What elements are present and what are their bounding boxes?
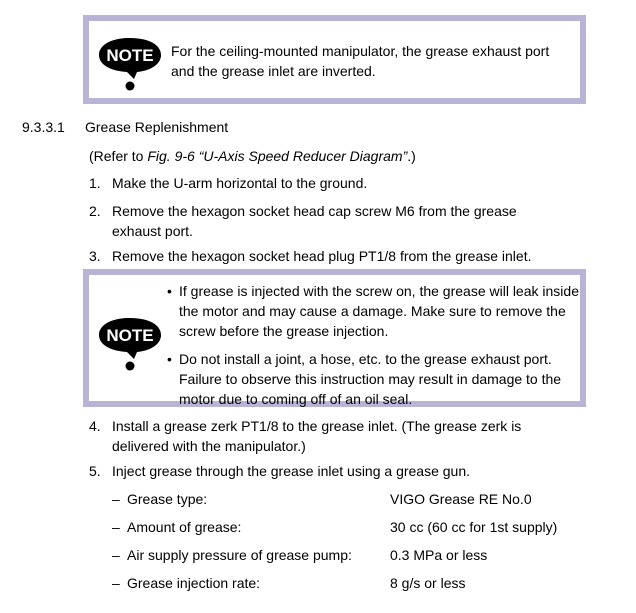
step-text: Make the U-arm horizontal to the ground. <box>112 175 368 191</box>
reference-prefix: (Refer to <box>89 148 148 164</box>
step-text: Remove the hexagon socket head plug PT1/8 from the grease inlet. <box>112 248 532 264</box>
bullet-icon: • <box>167 283 172 299</box>
spec-label: Grease type: <box>127 491 208 507</box>
reference-title: “U-Axis Speed Reducer Diagram” <box>194 148 408 164</box>
note-icon <box>97 315 163 371</box>
spec-dash: – <box>112 575 120 591</box>
spec-value: 0.3 MPa or less <box>390 547 488 563</box>
step-number: 4. <box>89 418 101 434</box>
note-icon <box>97 35 163 91</box>
spec-label: Air supply pressure of grease pump: <box>127 547 352 563</box>
step-number: 5. <box>89 463 101 479</box>
reference-fig: Fig. 9-6 <box>147 148 195 164</box>
note-box-grease-caution <box>83 269 586 407</box>
spec-dash: – <box>112 547 120 563</box>
spec-label: Grease injection rate: <box>127 575 261 591</box>
bullet-icon: • <box>167 351 172 367</box>
note-bullet <box>167 349 582 409</box>
spec-dash: – <box>112 491 120 507</box>
section-title: Grease Replenishment <box>85 119 229 135</box>
step-text: Remove the hexagon socket head cap screw M6 from the grease exhaust port. <box>112 203 517 239</box>
step-number: 3. <box>89 248 101 264</box>
step-text: Inject grease through the grease inlet using a grease gun. <box>112 463 471 479</box>
spec-label: Amount of grease: <box>127 519 242 535</box>
reference-suffix: .) <box>407 148 416 164</box>
note-text: For the ceiling-mounted manipulator, the grease exhaust port and the grease inlet are inverted. <box>171 43 550 79</box>
step-text: Install a grease zerk PT1/8 to the grease inlet. (The grease zerk is delivered with the manipulator.) <box>112 418 522 454</box>
note-bullet-list <box>167 281 582 409</box>
spec-value: 8 g/s or less <box>390 575 466 591</box>
note-bullet <box>167 281 582 341</box>
spec-value: VIGO Grease RE No.0 <box>390 491 532 507</box>
note-icon-label: NOTE <box>106 46 154 65</box>
spec-dash: – <box>112 519 120 535</box>
note-box-ceiling <box>83 15 586 104</box>
step-number: 2. <box>89 203 101 219</box>
step-number: 1. <box>89 175 101 191</box>
figure-reference <box>89 146 416 166</box>
section-number: 9.3.3.1 <box>22 119 65 135</box>
spec-value: 30 cc (60 cc for 1st supply) <box>390 519 558 535</box>
note-bullet-text: If grease is injected with the screw on, the grease will leak inside the motor and may cause a damage. Make sure to remove the screw before the grease injection. <box>179 283 579 339</box>
note-bullet-text: Do not install a joint, a hose, etc. to the grease exhaust port. Failure to observe this instruction may result in damage to the motor due to coming off of an oil seal. <box>179 351 562 407</box>
note-icon-label: NOTE <box>106 326 154 345</box>
